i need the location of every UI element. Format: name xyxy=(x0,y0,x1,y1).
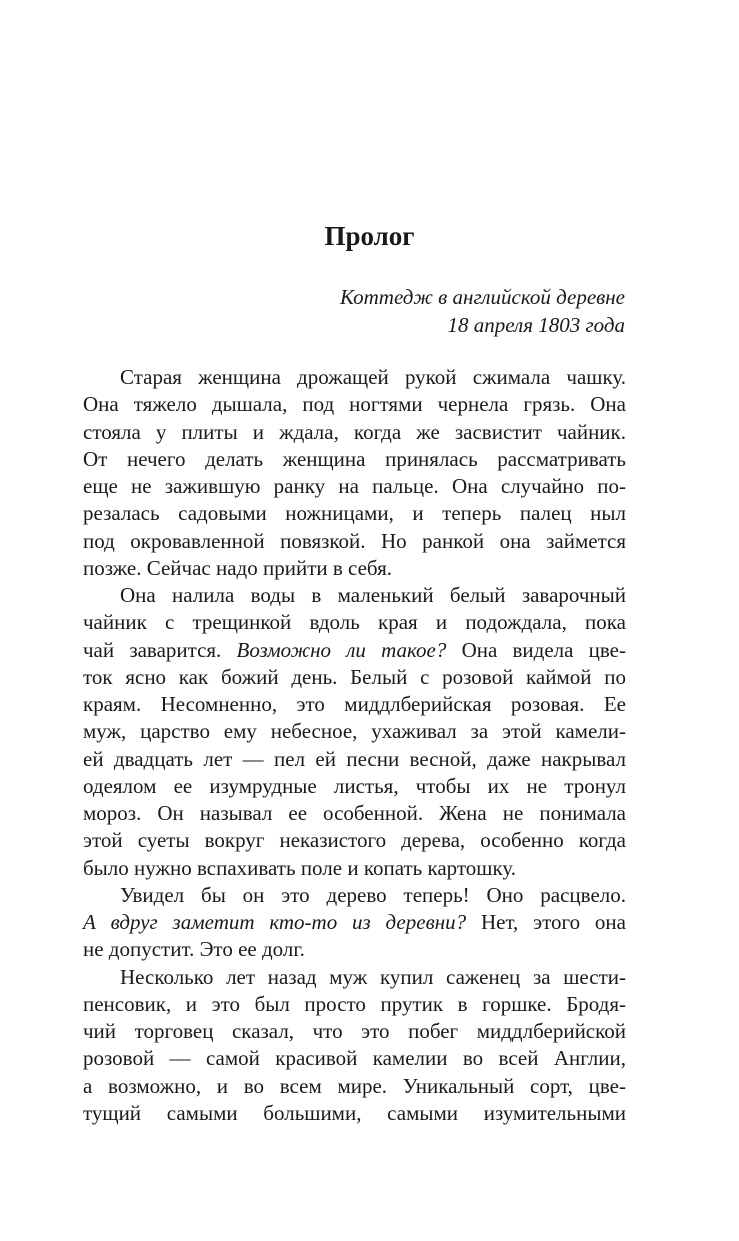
paragraph-1 xyxy=(83,364,626,582)
italic-span: А вдруг заметит кто-то из деревни? xyxy=(83,910,467,934)
italic-span: Возможно ли такое? xyxy=(236,637,447,662)
epigraph xyxy=(340,283,625,339)
text-span: Нет, этого она xyxy=(466,910,626,934)
text-line: позже. Сейчас надо прийти в себя. xyxy=(83,555,392,580)
text-line: Несколько лет назад муж купил саженец за шести- xyxy=(120,964,626,989)
text-line: а возможно, и во всем мире. Уникальный сорт, цве- xyxy=(83,1073,626,1098)
text-line: стояла у плиты и ждала, когда же засвистит чайник. xyxy=(83,419,626,444)
text-line: розовой — самой красивой камелии во всей Англии, xyxy=(83,1046,626,1071)
epigraph-place: Коттедж в английской деревне xyxy=(339,285,625,309)
paragraph-2 xyxy=(83,582,626,882)
text-line: под окровавленной повязкой. Но ранкой она займется xyxy=(83,528,626,553)
text-line: Она тяжело дышала, под ногтями чернела грязь. Она xyxy=(83,392,626,417)
text-line: краям. Несомненно, это миддлберийская розовая. Ее xyxy=(83,692,626,716)
text-line: ей двадцать лет — пел ей песни весной, даже накрывал xyxy=(83,746,626,771)
text-line: резалась садовыми ножницами, и теперь палец ныл xyxy=(83,501,626,526)
text-line: чайник с трещинкой вдоль края и подождала, пока xyxy=(83,610,626,635)
text-line-mixed xyxy=(83,909,626,936)
text-line: не допустит. Это ее долг. xyxy=(83,937,305,962)
text-line: одеялом ее изумрудные листья, чтобы их не тронул xyxy=(83,773,626,798)
text-line: Увидел бы он это дерево теперь! Оно расцвело. xyxy=(120,882,626,907)
epigraph-date: 18 апреля 1803 года xyxy=(447,313,625,337)
text-line: чий торговец сказал, что это побег миддлберийской xyxy=(83,1019,626,1043)
text-line: этой суеты вокруг неказистого дерева, особенно когда xyxy=(83,828,626,853)
text-line: От нечего делать женщина принялась рассматривать xyxy=(83,446,626,471)
text-line: Она налила воды в маленький белый заварочный xyxy=(120,583,626,607)
paragraph-4 xyxy=(83,964,626,1128)
paragraph-3 xyxy=(83,882,626,964)
chapter-title: Пролог xyxy=(324,221,415,251)
text-line: пенсовик, и это был просто прутик в горшке. Бродя- xyxy=(83,991,626,1016)
text-line: мороз. Он называл ее особенной. Жена не понимала xyxy=(83,801,626,825)
text-line: было нужно вспахивать поле и копать картошку. xyxy=(83,855,517,880)
body-text xyxy=(83,364,626,1127)
text-span: чай заварится. xyxy=(83,637,237,662)
text-line: Старая женщина дрожащей рукой сжимала чашку. xyxy=(120,365,626,389)
text-line-mixed xyxy=(83,637,626,664)
text-line: ток ясно как божий день. Белый с розовой каймой по xyxy=(83,664,626,689)
text-line: муж, царство ему небесное, ухаживал за этой камели- xyxy=(83,719,626,744)
text-line: тущий самыми большими, самыми изумительными xyxy=(83,1100,626,1125)
text-line: еще не зажившую ранку на пальце. Она случайно по- xyxy=(83,474,626,498)
text-span: Она видела цве- xyxy=(446,637,626,662)
